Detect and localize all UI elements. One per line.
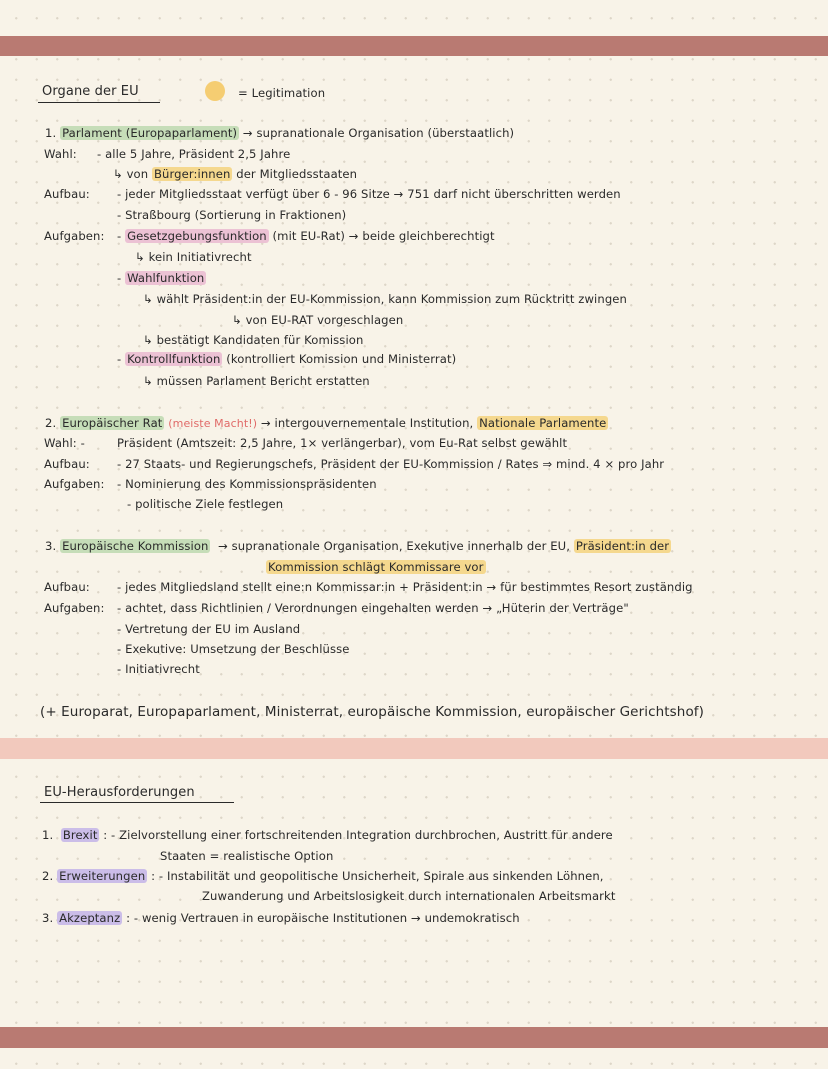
rat-wahl: Präsident (Amtszeit: 2,5 Jahre, 1× verlängerbar), vom Eu-Rat selbst gewählt — [117, 436, 568, 450]
parlament-heading: 1. Parlament (Europaparlament) → supranationale Organisation (überstaatlich) — [45, 126, 515, 140]
parlament-aufgabe-2-sub2: ↳ von EU-RAT vorgeschlagen — [232, 313, 404, 327]
parlament-aufgabe-3: - Kontrollfunktion (kontrolliert Komission und Ministerrat) — [117, 352, 457, 366]
legend-text: = Legitimation — [238, 86, 326, 100]
parlament-aufbau-1: - jeder Mitgliedsstaat verfügt über 6 - 96 Sitze → 751 darf nicht überschritten werden — [117, 187, 621, 201]
organe-summary: (+ Europarat, Europaparlament, Ministerrat, europäische Kommission, europäischer Gerichtshof) — [40, 704, 705, 720]
section-title-herausforderungen: EU-Herausforderungen — [44, 785, 195, 800]
parlament-aufgabe-1-sub: ↳ kein Initiativrecht — [135, 250, 252, 264]
kommission-aufbau-label: Aufbau: — [44, 580, 90, 594]
erweiterungen-line-1: 2. Erweiterungen : - Instabilität und geopolitische Unsicherheit, Spirale aus sinkenden Löhnen, — [42, 869, 604, 883]
title-underline-2 — [40, 802, 234, 803]
rat-wahl-label: Wahl: - — [44, 436, 85, 450]
kommission-heading: 3. Europäische Kommission → supranationale Organisation, Exekutive innerhalb der EU, Präsident:in der — [45, 539, 670, 553]
parlament-wahl-sub: ↳ von Bürger:innen der Mitgliedsstaaten — [113, 167, 358, 181]
parlament-aufgabe-2-sub3: ↳ bestätigt Kandidaten für Komission — [143, 333, 364, 347]
section-title-organe: Organe der EU — [42, 84, 139, 99]
kommission-aufbau: - jedes Mitgliedsland stellt eine:n Kommissar:in + Präsident:in → für bestimmtes Resort zuständig — [117, 580, 693, 594]
erweiterungen-line-2: Zuwanderung und Arbeitslosigkeit durch internationalen Arbeitsmarkt — [202, 889, 616, 903]
legend-yellow-dot — [205, 81, 225, 101]
brexit-line-2: Staaten = realistische Option — [160, 849, 334, 863]
kommission-heading-cont: Kommission schlägt Kommissare vor — [268, 560, 484, 574]
title-underline — [38, 102, 160, 103]
parlament-aufgaben-label: Aufgaben: — [44, 229, 105, 243]
rat-heading: 2. Europäischer Rat (meiste Macht!) → intergouvernementale Institution, Nationale Parlamente — [45, 416, 607, 430]
brexit-line-1: 1. Brexit : - Zielvorstellung einer fortschreitenden Integration durchbrochen, Austritt für andere — [42, 828, 613, 842]
rat-aufgaben-label: Aufgaben: — [44, 477, 105, 491]
parlament-aufgabe-2-sub: ↳ wählt Präsident:in der EU-Kommission, kann Kommission zum Rücktritt zwingen — [143, 292, 627, 306]
parlament-aufgabe-2: - Wahlfunktion — [117, 271, 205, 285]
rat-aufgabe-2: - politische Ziele festlegen — [127, 497, 284, 511]
mid-band — [0, 738, 828, 759]
kommission-aufgabe-2: - Vertretung der EU im Ausland — [117, 622, 301, 636]
parlament-aufgabe-3-sub: ↳ müssen Parlament Bericht erstatten — [143, 374, 370, 388]
parlament-aufgabe-1: - Gesetzgebungsfunktion (mit EU-Rat) → beide gleichberechtigt — [117, 229, 495, 243]
parlament-wahl: - alle 5 Jahre, Präsident 2,5 Jahre — [97, 147, 291, 161]
akzeptanz-line-1: 3. Akzeptanz : - wenig Vertrauen in europäische Institutionen → undemokratisch — [42, 911, 520, 925]
top-band — [0, 36, 828, 56]
parlament-aufbau-2: - Straßbourg (Sortierung in Fraktionen) — [117, 208, 347, 222]
rat-aufgabe-1: - Nominierung des Kommissionspräsidenten — [117, 477, 377, 491]
parlament-aufbau-label: Aufbau: — [44, 187, 90, 201]
parlament-wahl-label: Wahl: — [44, 147, 77, 161]
bottom-band — [0, 1027, 828, 1048]
kommission-aufgabe-1: - achtet, dass Richtlinien / Verordnungen eingehalten werden → „Hüterin der Verträge" — [117, 601, 629, 615]
parlament-name: Parlament (Europaparlament) — [62, 126, 238, 140]
rat-aufbau: - 27 Staats- und Regierungschefs, Präsident der EU-Kommission / Rates ⇒ mind. 4 × pro Jahr — [117, 457, 665, 471]
kommission-aufgaben-label: Aufgaben: — [44, 601, 105, 615]
kommission-aufgabe-4: - Initiativrecht — [117, 662, 200, 676]
rat-aufbau-label: Aufbau: — [44, 457, 90, 471]
kommission-aufgabe-3: - Exekutive: Umsetzung der Beschlüsse — [117, 642, 350, 656]
